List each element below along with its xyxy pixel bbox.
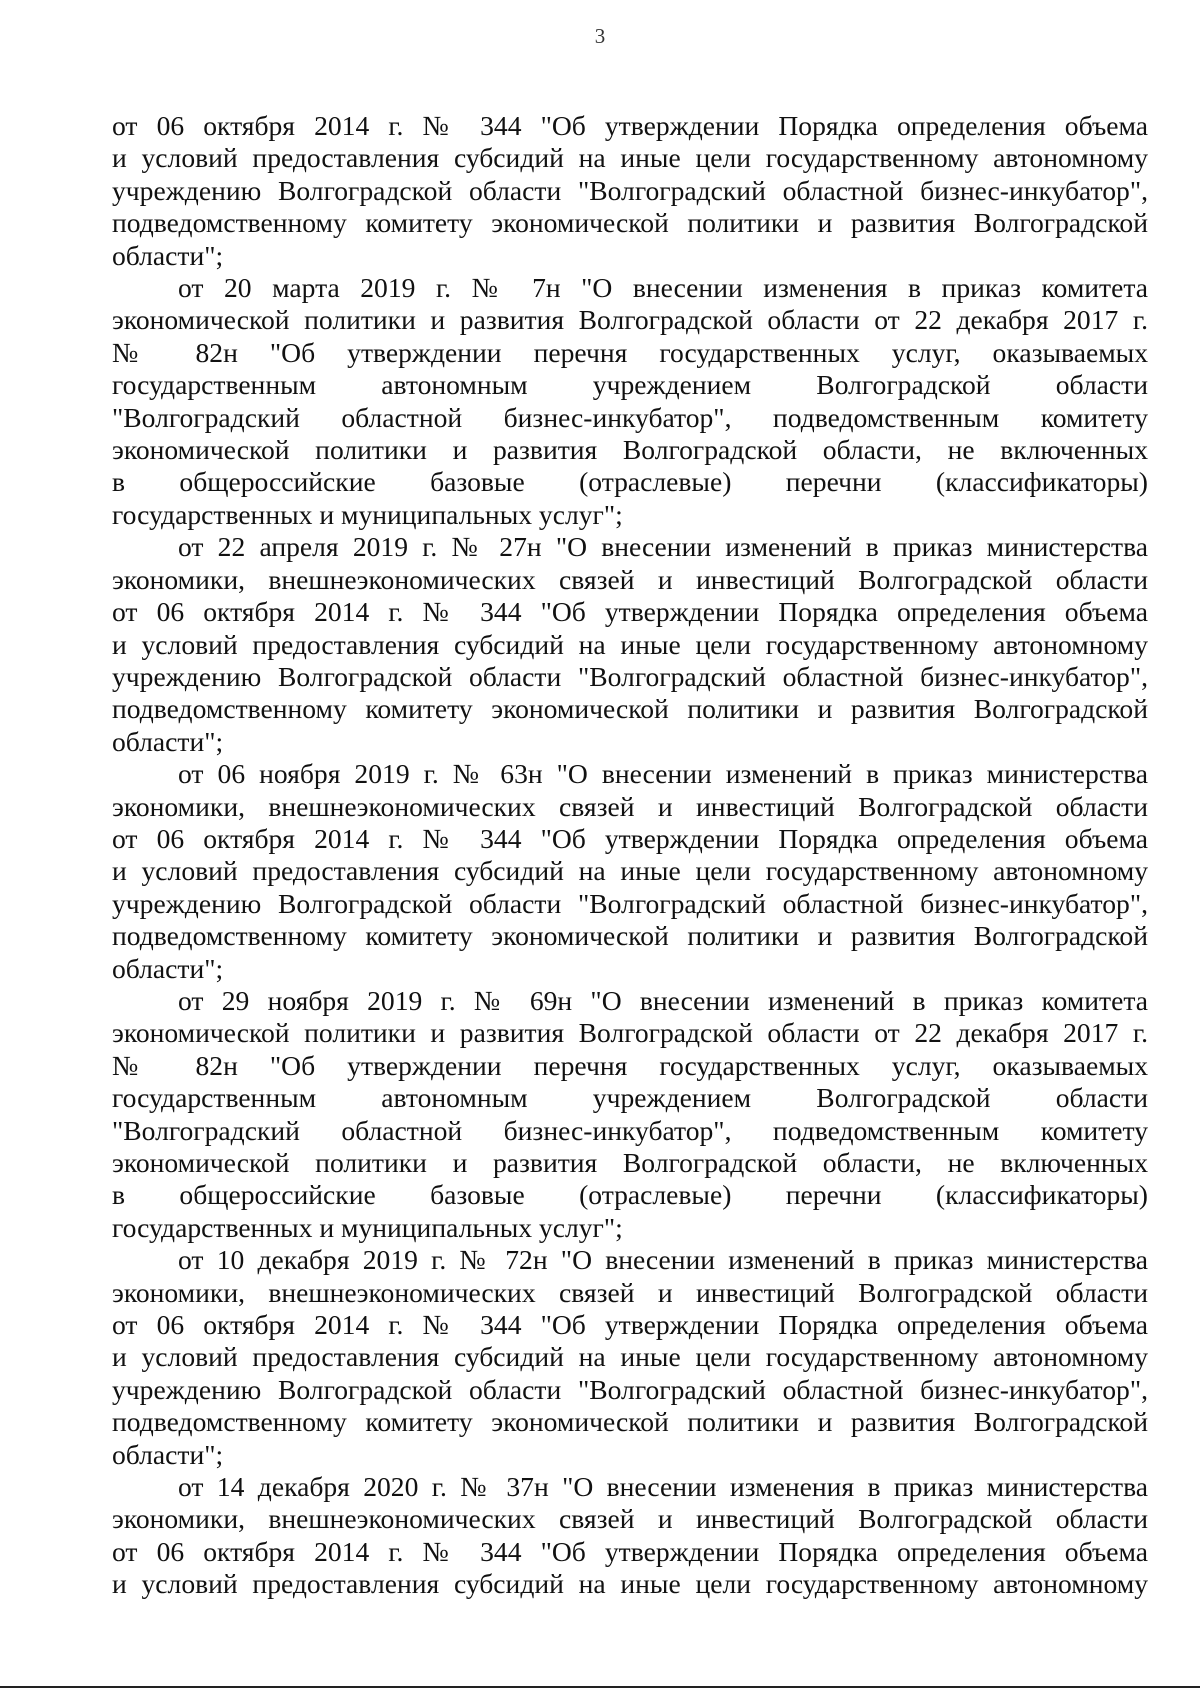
text-line: экономики, внешнеэкономических связей и инвестиций Волгоградской области [112,790,1148,822]
text-line: экономики, внешнеэкономических связей и инвестиций Волгоградской области [112,1276,1148,1308]
paragraph [112,1471,1148,1601]
document-body [112,110,1148,1601]
text-line: области"; [112,725,224,757]
text-line: от 06 октября 2014 г. № 344 "Об утверждении Порядка определения объема [112,110,1148,141]
text-line: № 82н "Об утверждении перечня государственных услуг, оказываемых [112,336,1148,368]
text-line: подведомственному комитету экономической политики и развития Волгоградской [112,920,1148,952]
text-line: экономики, внешнеэкономических связей и инвестиций Волгоградской области [112,563,1148,595]
text-line: и условий предоставления субсидий на иные цели государственному автономному [112,1341,1148,1373]
text-line: области"; [112,239,224,271]
page-number: 3 [594,24,606,48]
text-line: и условий предоставления субсидий на иные цели государственному автономному [112,1568,1148,1600]
text-line: учреждению Волгоградской области "Волгоградский областной бизнес-инкубатор", [112,660,1148,692]
paragraph [112,110,1148,272]
paragraph [112,758,1148,985]
text-line: экономической политики и развития Волгоградской области, не включенных [112,1147,1148,1178]
text-line: подведомственному комитету экономической политики и развития Волгоградской [112,1406,1148,1438]
paragraph [112,985,1148,1244]
text-line: от 22 апреля 2019 г. № 27н "О внесении изменений в приказ министерства [178,531,1148,563]
text-line: в общероссийские базовые (отраслевые) перечни (классификаторы) [112,466,1148,498]
text-line: области"; [112,952,224,984]
text-line: экономической политики и развития Волгоградской области от 22 декабря 2017 г. [112,1017,1148,1049]
text-line: экономической политики и развития Волгоградской области от 22 декабря 2017 г. [112,304,1148,336]
paragraph [112,531,1148,758]
text-line: учреждению Волгоградской области "Волгоградский областной бизнес-инкубатор", [112,174,1148,206]
text-line: подведомственному комитету экономической политики и развития Волгоградской [112,693,1148,725]
text-line: государственных и муниципальных услуг"; [112,1211,623,1243]
text-line: от 06 октября 2014 г. № 344 "Об утверждении Порядка определения объема [112,822,1148,854]
text-line: № 82н "Об утверждении перечня государственных услуг, оказываемых [112,1049,1148,1081]
text-line: подведомственному комитету экономической политики и развития Волгоградской [112,207,1148,239]
text-line: от 10 декабря 2019 г. № 72н "О внесении изменений в приказ министерства [178,1244,1148,1276]
text-line: от 06 ноября 2019 г. № 63н "О внесении изменений в приказ министерства [178,758,1148,790]
text-line: учреждению Волгоградской области "Волгоградский областной бизнес-инкубатор", [112,887,1148,919]
paragraph [112,1244,1148,1471]
text-line: в общероссийские базовые (отраслевые) перечни (классификаторы) [112,1179,1148,1211]
text-line: государственным автономным учреждением Волгоградской области [112,1082,1148,1114]
page-bottom-rule [0,1686,1200,1688]
text-line: от 14 декабря 2020 г. № 37н "О внесении изменения в приказ министерства [178,1471,1148,1503]
text-line: от 06 октября 2014 г. № 344 "Об утверждении Порядка определения объема [112,596,1148,628]
text-line: "Волгоградский областной бизнес-инкубатор", подведомственным комитету [112,1114,1148,1146]
text-line: учреждению Волгоградской области "Волгоградский областной бизнес-инкубатор", [112,1373,1148,1405]
text-line: "Волгоградский областной бизнес-инкубатор", подведомственным комитету [112,401,1148,433]
text-line: и условий предоставления субсидий на иные цели государственному автономному [112,855,1148,887]
text-line: и условий предоставления субсидий на иные цели государственному автономному [112,628,1148,660]
text-line: экономики, внешнеэкономических связей и инвестиций Волгоградской области [112,1503,1148,1535]
text-line: от 20 марта 2019 г. № 7н "О внесении изменения в приказ комитета [178,272,1148,304]
text-line: государственных и муниципальных услуг"; [112,498,623,530]
text-line: государственным автономным учреждением Волгоградской области [112,369,1148,401]
text-line: и условий предоставления субсидий на иные цели государственному автономному [112,142,1148,174]
text-line: области"; [112,1438,224,1470]
text-line: от 06 октября 2014 г. № 344 "Об утверждении Порядка определения объема [112,1309,1148,1341]
paragraph [112,272,1148,531]
text-line: от 06 октября 2014 г. № 344 "Об утверждении Порядка определения объема [112,1535,1148,1567]
text-line: от 29 ноября 2019 г. № 69н "О внесении изменений в приказ комитета [178,984,1148,1016]
text-line: экономической политики и развития Волгоградской области, не включенных [112,434,1148,466]
